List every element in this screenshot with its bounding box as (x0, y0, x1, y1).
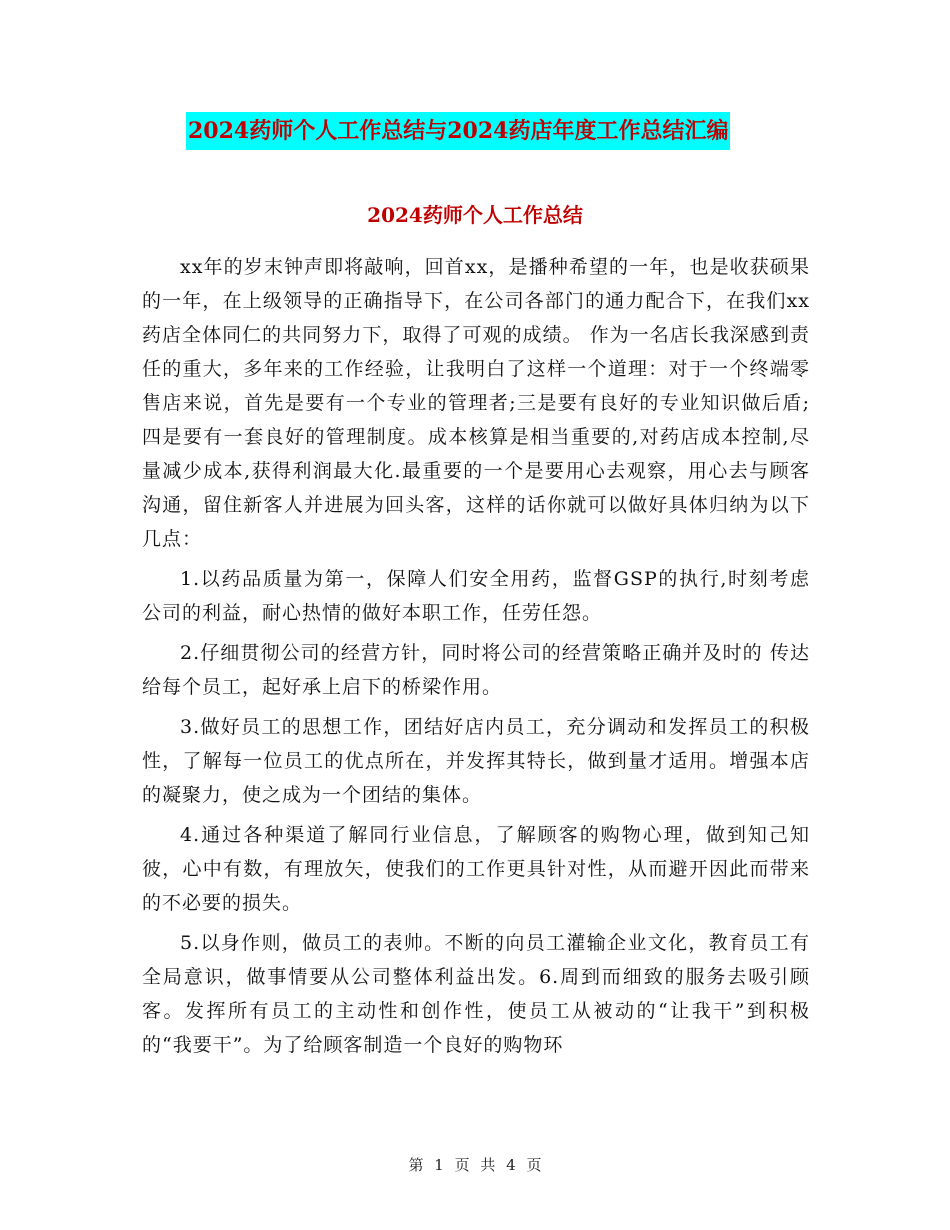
list-item-3: 3.做好员工的思想工作，团结好店内员工，充分调动和发挥员工的积极性，了解每一位员工的优点所在，并发挥其特长，做到量才适用。增强本店的凝聚力，使之成为一个团结的集体。 (142, 716, 810, 806)
document-title: 2024药师个人工作总结与2024药店年度工作总结汇编 (186, 112, 730, 150)
list-item-4: 4.通过各种渠道了解同行业信息，了解顾客的购物心理，做到知己知彼，心中有数，有理放矢，使我们的工作更具针对性，从而避开因此而带来的不必要的损失。 (142, 824, 810, 914)
intro-paragraph: xx年的岁末钟声即将敲响，回首xx，是播种希望的一年，也是收获硕果的一年，在上级领导的正确指导下，在公司各部门的通力配合下，在我们xx药店全体同仁的共同努力下，取得了可观的成绩。 作为一名店长我深感到责任的重大，多年来的工作经验，让我明白了这样一个道理：对于一个终端零售店来说，首先是要有一个专业的管理者;三是要有良好的专业知识做后盾;四是要有一套良好的管理制度。成本核算是相当重要的,对药店成本控制,尽量减少成本,获得利润最大化.最重要的一个是要用心去观察，用心去与顾客沟通，留住新客人并进展为回头客，这样的话你就可以做好具体归纳为以下几点： (142, 256, 810, 550)
document-body (142, 250, 810, 1062)
section-title: 2024药师个人工作总结 (367, 203, 583, 227)
list-item-1: 1.以药品质量为第一，保障人们安全用药，监督GSP的执行,时刻考虑公司的利益，耐心热情的做好本职工作，任劳任怨。 (142, 568, 810, 624)
list-item-5: 5.以身作则，做员工的表帅。不断的向员工灌输企业文化，教育员工有全局意识，做事情要从公司整体利益出发。6.周到而细致的服务去吸引顾客。发挥所有员工的主动性和创作性，使员工从被动的“让我干”到积极的“我要干”。为了给顾客制造一个良好的购物环 (142, 932, 810, 1056)
list-item-2: 2.仔细贯彻公司的经营方针，同时将公司的经营策略正确并及时的 传达给每个员工，起好承上启下的桥梁作用。 (142, 642, 810, 698)
page-footer: 第 1 页 共 4 页 (408, 1156, 542, 1174)
